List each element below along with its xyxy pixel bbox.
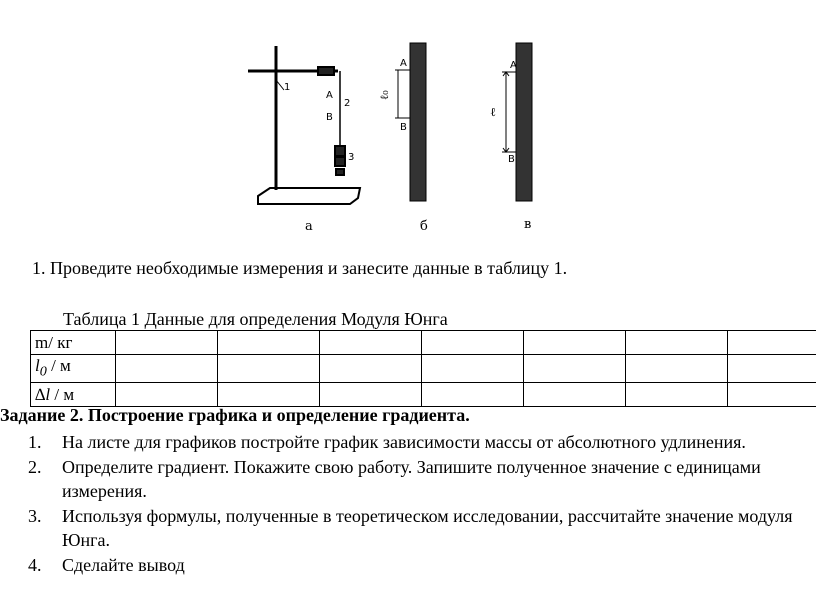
apparatus-figure [240,38,540,238]
table-row [31,331,816,355]
list-item: 2. Определите градиент. Покажите свою работу. Запишите полученное значение с единицами измерения. [28,457,761,501]
table-row [31,355,816,383]
table-cell[interactable] [320,331,422,355]
label-l: ℓ [490,105,496,119]
table-cell[interactable] [116,355,218,383]
panel-v-caption: в [524,217,532,232]
table-cell[interactable] [524,383,626,407]
label-a-v: A [510,60,517,71]
label-a-b: A [400,58,407,69]
task2-steps [28,430,808,577]
table-cell[interactable] [728,331,816,355]
label-b-b: B [400,122,407,133]
table-cell[interactable] [320,355,422,383]
label-l0: ℓ₀ [378,90,391,100]
table-cell[interactable] [422,355,524,383]
table-cell[interactable] [218,331,320,355]
panel-a-caption: а [305,219,313,234]
table-cell[interactable] [116,383,218,407]
table-cell[interactable] [422,383,524,407]
panel-v-drawing [502,43,532,201]
row-label-l0: $l_0$ / м [31,355,116,383]
table-cell[interactable] [320,383,422,407]
data-table [30,330,816,407]
label-b: B [326,112,333,123]
table-caption: Таблица 1 Данные для определения Модуля Юнга [63,309,448,329]
list-item: 4. Сделайте вывод [28,555,185,575]
table-cell[interactable] [728,355,816,383]
row-label-delta-l: ∆l / м [31,383,116,407]
label-a: A [326,90,333,101]
label-3: 3 [348,152,355,163]
table-cell[interactable] [626,383,728,407]
label-b-v: B [508,154,515,165]
list-item: 1. На листе для графиков постройте график зависимости массы от абсолютного удлинения. [28,432,746,452]
table-cell[interactable] [524,355,626,383]
label-2: 2 [344,98,351,109]
table-cell[interactable] [728,383,816,407]
task2-title: Задание 2. Построение графика и определение градиента. [0,405,470,425]
table-cell[interactable] [524,331,626,355]
table-cell[interactable] [116,331,218,355]
table-cell[interactable] [626,331,728,355]
row-label-mass: m/ кг [31,331,116,355]
panel-b-caption: б [420,219,428,234]
table-cell[interactable] [626,355,728,383]
list-item: 3. Используя формулы, полученные в теоретическом исследовании, рассчитайте значение модуля Юнга. [28,506,793,550]
task1-instruction: 1. Проведите необходимые измерения и занесите данные в таблицу 1. [32,258,568,278]
table-cell[interactable] [422,331,524,355]
stand-drawing [248,46,360,204]
table-cell[interactable] [218,383,320,407]
table-cell[interactable] [218,355,320,383]
table-row [31,383,816,407]
label-1: 1 [284,82,291,93]
